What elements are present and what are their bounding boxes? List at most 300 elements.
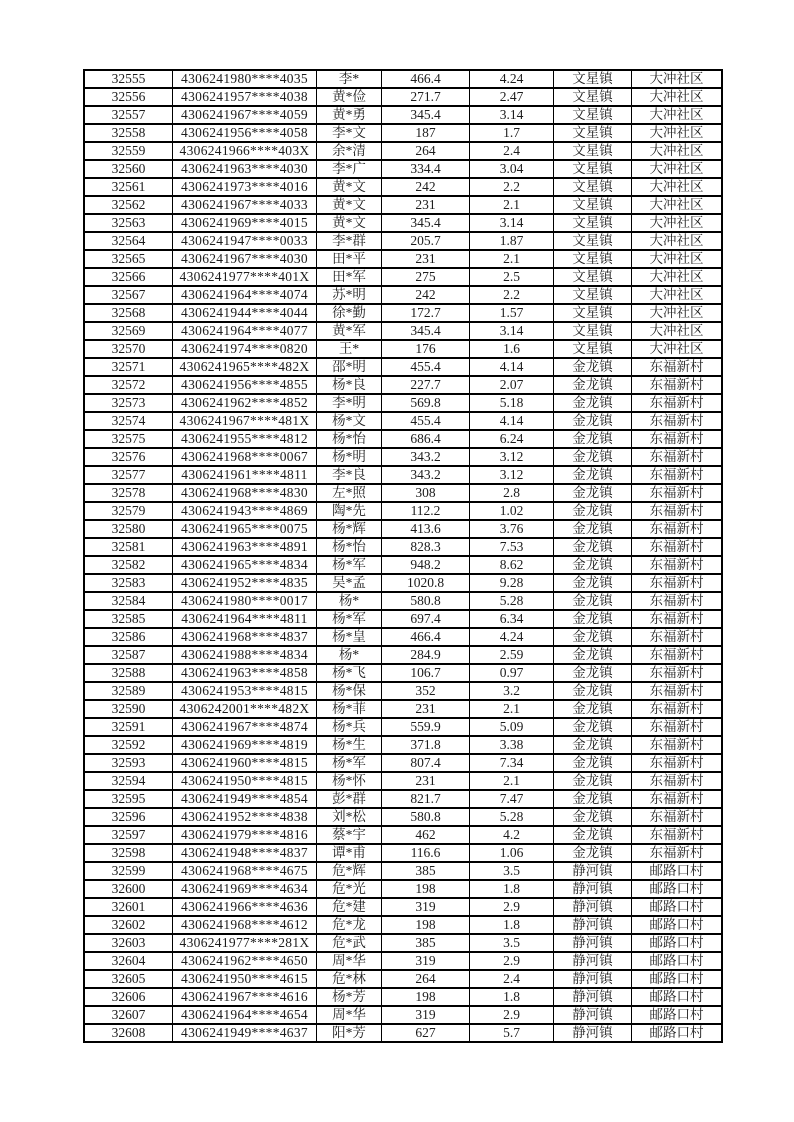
cell-township: 金龙镇: [554, 790, 632, 808]
cell-id_masked: 4306241962****4852: [173, 394, 317, 412]
cell-amount_secondary: 2.9: [470, 898, 554, 916]
table-row: [84, 916, 722, 934]
cell-amount_secondary: 1.8: [470, 880, 554, 898]
cell-amount_primary: 227.7: [382, 376, 470, 394]
cell-id_masked: 4306241956****4058: [173, 124, 317, 142]
cell-serial_no: 32601: [84, 898, 173, 916]
cell-name_masked: 杨*皇: [317, 628, 382, 646]
cell-serial_no: 32585: [84, 610, 173, 628]
cell-township: 金龙镇: [554, 826, 632, 844]
cell-village: 东福新村: [632, 628, 723, 646]
cell-amount_secondary: 1.02: [470, 502, 554, 520]
cell-township: 静河镇: [554, 862, 632, 880]
cell-township: 金龙镇: [554, 520, 632, 538]
cell-township: 静河镇: [554, 934, 632, 952]
cell-id_masked: 4306242001****482X: [173, 700, 317, 718]
cell-id_masked: 4306241950****4615: [173, 970, 317, 988]
cell-township: 文星镇: [554, 124, 632, 142]
cell-id_masked: 4306241964****4654: [173, 1006, 317, 1024]
cell-township: 静河镇: [554, 970, 632, 988]
cell-village: 东福新村: [632, 700, 723, 718]
cell-id_masked: 4306241969****4819: [173, 736, 317, 754]
cell-amount_primary: 112.2: [382, 502, 470, 520]
cell-serial_no: 32559: [84, 142, 173, 160]
table-row: [84, 250, 722, 268]
cell-amount_secondary: 5.7: [470, 1024, 554, 1042]
cell-amount_secondary: 6.24: [470, 430, 554, 448]
cell-id_masked: 4306241964****4077: [173, 322, 317, 340]
cell-township: 金龙镇: [554, 772, 632, 790]
cell-amount_primary: 345.4: [382, 106, 470, 124]
cell-id_masked: 4306241948****4837: [173, 844, 317, 862]
cell-village: 大冲社区: [632, 304, 723, 322]
cell-amount_primary: 106.7: [382, 664, 470, 682]
cell-amount_secondary: 1.06: [470, 844, 554, 862]
cell-village: 东福新村: [632, 646, 723, 664]
cell-amount_secondary: 3.76: [470, 520, 554, 538]
cell-township: 静河镇: [554, 916, 632, 934]
table-row: [84, 682, 722, 700]
cell-id_masked: 4306241967****4874: [173, 718, 317, 736]
cell-name_masked: 谭*甫: [317, 844, 382, 862]
cell-village: 大冲社区: [632, 214, 723, 232]
cell-serial_no: 32574: [84, 412, 173, 430]
cell-amount_primary: 627: [382, 1024, 470, 1042]
cell-name_masked: 黄*军: [317, 322, 382, 340]
cell-id_masked: 4306241973****4016: [173, 178, 317, 196]
cell-amount_secondary: 5.28: [470, 592, 554, 610]
cell-name_masked: 黄*勇: [317, 106, 382, 124]
cell-amount_primary: 172.7: [382, 304, 470, 322]
cell-amount_secondary: 5.18: [470, 394, 554, 412]
cell-id_masked: 4306241968****4837: [173, 628, 317, 646]
table-row: [84, 106, 722, 124]
cell-township: 金龙镇: [554, 502, 632, 520]
cell-serial_no: 32599: [84, 862, 173, 880]
cell-township: 文星镇: [554, 214, 632, 232]
cell-amount_secondary: 2.9: [470, 952, 554, 970]
cell-id_masked: 4306241979****4816: [173, 826, 317, 844]
table-row: [84, 664, 722, 682]
cell-township: 文星镇: [554, 304, 632, 322]
cell-name_masked: 田*军: [317, 268, 382, 286]
cell-serial_no: 32566: [84, 268, 173, 286]
cell-id_masked: 4306241955****4812: [173, 430, 317, 448]
cell-township: 文星镇: [554, 232, 632, 250]
cell-township: 静河镇: [554, 1024, 632, 1042]
cell-amount_primary: 821.7: [382, 790, 470, 808]
cell-name_masked: 左*照: [317, 484, 382, 502]
cell-village: 邮路口村: [632, 862, 723, 880]
cell-serial_no: 32579: [84, 502, 173, 520]
cell-name_masked: 周*华: [317, 952, 382, 970]
cell-township: 文星镇: [554, 88, 632, 106]
table-row: [84, 790, 722, 808]
cell-id_masked: 4306241952****4835: [173, 574, 317, 592]
cell-name_masked: 刘*松: [317, 808, 382, 826]
cell-name_masked: 黄*文: [317, 214, 382, 232]
cell-id_masked: 4306241968****4830: [173, 484, 317, 502]
cell-id_masked: 4306241965****482X: [173, 358, 317, 376]
table-row: [84, 952, 722, 970]
cell-village: 大冲社区: [632, 268, 723, 286]
cell-amount_primary: 308: [382, 484, 470, 502]
cell-id_masked: 4306241977****281X: [173, 934, 317, 952]
cell-id_masked: 4306241943****4869: [173, 502, 317, 520]
cell-amount_secondary: 2.2: [470, 286, 554, 304]
cell-amount_secondary: 3.14: [470, 322, 554, 340]
cell-amount_secondary: 1.6: [470, 340, 554, 358]
cell-serial_no: 32580: [84, 520, 173, 538]
table-row: [84, 430, 722, 448]
cell-id_masked: 4306241967****4616: [173, 988, 317, 1006]
cell-serial_no: 32563: [84, 214, 173, 232]
cell-village: 东福新村: [632, 358, 723, 376]
cell-amount_primary: 319: [382, 1006, 470, 1024]
table-row: [84, 502, 722, 520]
cell-amount_secondary: 2.9: [470, 1006, 554, 1024]
cell-serial_no: 32575: [84, 430, 173, 448]
cell-amount_secondary: 3.5: [470, 862, 554, 880]
table-row: [84, 412, 722, 430]
cell-amount_primary: 176: [382, 340, 470, 358]
cell-village: 东福新村: [632, 448, 723, 466]
cell-village: 东福新村: [632, 844, 723, 862]
cell-id_masked: 4306241963****4891: [173, 538, 317, 556]
cell-serial_no: 32598: [84, 844, 173, 862]
cell-amount_secondary: 4.2: [470, 826, 554, 844]
cell-village: 东福新村: [632, 808, 723, 826]
cell-serial_no: 32573: [84, 394, 173, 412]
cell-name_masked: 李*群: [317, 232, 382, 250]
cell-serial_no: 32569: [84, 322, 173, 340]
cell-id_masked: 4306241947****0033: [173, 232, 317, 250]
cell-village: 大冲社区: [632, 124, 723, 142]
cell-amount_secondary: 4.14: [470, 412, 554, 430]
cell-amount_secondary: 1.87: [470, 232, 554, 250]
cell-amount_primary: 343.2: [382, 466, 470, 484]
cell-township: 文星镇: [554, 160, 632, 178]
cell-township: 金龙镇: [554, 430, 632, 448]
cell-village: 大冲社区: [632, 142, 723, 160]
cell-id_masked: 4306241950****4815: [173, 772, 317, 790]
cell-amount_secondary: 1.8: [470, 988, 554, 1006]
cell-township: 文星镇: [554, 322, 632, 340]
cell-village: 大冲社区: [632, 340, 723, 358]
cell-village: 大冲社区: [632, 250, 723, 268]
cell-amount_secondary: 4.14: [470, 358, 554, 376]
cell-id_masked: 4306241988****4834: [173, 646, 317, 664]
cell-village: 东福新村: [632, 754, 723, 772]
cell-amount_primary: 569.8: [382, 394, 470, 412]
cell-amount_primary: 462: [382, 826, 470, 844]
cell-amount_primary: 466.4: [382, 628, 470, 646]
records-table: [83, 69, 723, 1043]
cell-name_masked: 杨*怡: [317, 430, 382, 448]
cell-amount_secondary: 5.28: [470, 808, 554, 826]
table-row: [84, 124, 722, 142]
cell-village: 东福新村: [632, 610, 723, 628]
cell-serial_no: 32582: [84, 556, 173, 574]
cell-amount_primary: 413.6: [382, 520, 470, 538]
cell-township: 文星镇: [554, 106, 632, 124]
cell-amount_primary: 580.8: [382, 808, 470, 826]
cell-amount_primary: 466.4: [382, 70, 470, 88]
cell-name_masked: 邵*明: [317, 358, 382, 376]
cell-serial_no: 32564: [84, 232, 173, 250]
cell-name_masked: 阳*芳: [317, 1024, 382, 1042]
table-row: [84, 592, 722, 610]
cell-id_masked: 4306241967****4030: [173, 250, 317, 268]
cell-amount_secondary: 8.62: [470, 556, 554, 574]
cell-amount_primary: 187: [382, 124, 470, 142]
cell-serial_no: 32560: [84, 160, 173, 178]
cell-amount_secondary: 2.1: [470, 196, 554, 214]
cell-township: 文星镇: [554, 196, 632, 214]
cell-amount_secondary: 2.59: [470, 646, 554, 664]
cell-township: 文星镇: [554, 340, 632, 358]
table-row: [84, 718, 722, 736]
cell-name_masked: 陶*先: [317, 502, 382, 520]
cell-amount_secondary: 2.8: [470, 484, 554, 502]
cell-id_masked: 4306241956****4855: [173, 376, 317, 394]
cell-id_masked: 4306241944****4044: [173, 304, 317, 322]
cell-serial_no: 32557: [84, 106, 173, 124]
cell-id_masked: 4306241949****4854: [173, 790, 317, 808]
cell-amount_primary: 275: [382, 268, 470, 286]
cell-name_masked: 杨*菲: [317, 700, 382, 718]
cell-serial_no: 32558: [84, 124, 173, 142]
table-row: [84, 322, 722, 340]
table-row: [84, 880, 722, 898]
cell-amount_primary: 271.7: [382, 88, 470, 106]
cell-amount_secondary: 2.1: [470, 250, 554, 268]
table-row: [84, 484, 722, 502]
cell-serial_no: 32595: [84, 790, 173, 808]
cell-township: 静河镇: [554, 898, 632, 916]
cell-amount_secondary: 3.12: [470, 466, 554, 484]
cell-amount_secondary: 7.34: [470, 754, 554, 772]
cell-amount_secondary: 2.2: [470, 178, 554, 196]
cell-id_masked: 4306241963****4858: [173, 664, 317, 682]
cell-amount_primary: 231: [382, 196, 470, 214]
cell-serial_no: 32597: [84, 826, 173, 844]
cell-serial_no: 32602: [84, 916, 173, 934]
cell-amount_primary: 1020.8: [382, 574, 470, 592]
cell-name_masked: 危*光: [317, 880, 382, 898]
table-row: [84, 700, 722, 718]
cell-serial_no: 32584: [84, 592, 173, 610]
cell-name_masked: 杨*: [317, 646, 382, 664]
cell-id_masked: 4306241962****4650: [173, 952, 317, 970]
cell-village: 邮路口村: [632, 916, 723, 934]
cell-name_masked: 田*平: [317, 250, 382, 268]
cell-name_masked: 杨*良: [317, 376, 382, 394]
cell-amount_primary: 116.6: [382, 844, 470, 862]
cell-village: 东福新村: [632, 772, 723, 790]
cell-amount_secondary: 2.5: [470, 268, 554, 286]
table-row: [84, 88, 722, 106]
cell-name_masked: 周*华: [317, 1006, 382, 1024]
table-row: [84, 304, 722, 322]
cell-township: 金龙镇: [554, 682, 632, 700]
cell-amount_primary: 264: [382, 970, 470, 988]
cell-id_masked: 4306241967****4033: [173, 196, 317, 214]
table-row: [84, 826, 722, 844]
cell-village: 邮路口村: [632, 880, 723, 898]
cell-name_masked: 蔡*宇: [317, 826, 382, 844]
cell-id_masked: 4306241949****4637: [173, 1024, 317, 1042]
cell-township: 金龙镇: [554, 646, 632, 664]
cell-serial_no: 32556: [84, 88, 173, 106]
cell-amount_primary: 345.4: [382, 214, 470, 232]
cell-amount_secondary: 9.28: [470, 574, 554, 592]
cell-township: 静河镇: [554, 1006, 632, 1024]
cell-amount_secondary: 5.09: [470, 718, 554, 736]
cell-id_masked: 4306241969****4634: [173, 880, 317, 898]
cell-township: 文星镇: [554, 286, 632, 304]
table-row: [84, 142, 722, 160]
cell-village: 大冲社区: [632, 70, 723, 88]
cell-serial_no: 32571: [84, 358, 173, 376]
cell-amount_secondary: 4.24: [470, 628, 554, 646]
cell-id_masked: 4306241965****0075: [173, 520, 317, 538]
cell-id_masked: 4306241965****4834: [173, 556, 317, 574]
cell-township: 金龙镇: [554, 358, 632, 376]
cell-village: 东福新村: [632, 826, 723, 844]
cell-village: 邮路口村: [632, 1024, 723, 1042]
cell-name_masked: 杨*军: [317, 556, 382, 574]
cell-name_masked: 黄*文: [317, 178, 382, 196]
table-row: [84, 574, 722, 592]
cell-township: 金龙镇: [554, 610, 632, 628]
cell-village: 东福新村: [632, 520, 723, 538]
cell-serial_no: 32578: [84, 484, 173, 502]
cell-township: 金龙镇: [554, 376, 632, 394]
cell-serial_no: 32590: [84, 700, 173, 718]
cell-id_masked: 4306241967****481X: [173, 412, 317, 430]
cell-township: 文星镇: [554, 250, 632, 268]
cell-amount_primary: 948.2: [382, 556, 470, 574]
cell-amount_primary: 559.9: [382, 718, 470, 736]
table-row: [84, 376, 722, 394]
table-row: [84, 286, 722, 304]
cell-amount_primary: 231: [382, 250, 470, 268]
cell-amount_secondary: 3.2: [470, 682, 554, 700]
cell-name_masked: 杨*: [317, 592, 382, 610]
cell-amount_primary: 371.8: [382, 736, 470, 754]
table-row: [84, 196, 722, 214]
cell-name_masked: 危*建: [317, 898, 382, 916]
cell-name_masked: 黄*文: [317, 196, 382, 214]
cell-amount_secondary: 7.47: [470, 790, 554, 808]
cell-township: 金龙镇: [554, 808, 632, 826]
cell-name_masked: 杨*飞: [317, 664, 382, 682]
cell-serial_no: 32555: [84, 70, 173, 88]
cell-amount_primary: 352: [382, 682, 470, 700]
table-row: [84, 268, 722, 286]
cell-amount_secondary: 2.47: [470, 88, 554, 106]
cell-village: 东福新村: [632, 556, 723, 574]
cell-village: 大冲社区: [632, 232, 723, 250]
cell-id_masked: 4306241957****4038: [173, 88, 317, 106]
cell-serial_no: 32589: [84, 682, 173, 700]
cell-amount_primary: 231: [382, 700, 470, 718]
cell-village: 东福新村: [632, 538, 723, 556]
table-row: [84, 214, 722, 232]
cell-amount_primary: 686.4: [382, 430, 470, 448]
cell-amount_primary: 242: [382, 178, 470, 196]
cell-township: 金龙镇: [554, 574, 632, 592]
cell-village: 大冲社区: [632, 160, 723, 178]
cell-id_masked: 4306241969****4015: [173, 214, 317, 232]
cell-township: 文星镇: [554, 178, 632, 196]
cell-village: 大冲社区: [632, 88, 723, 106]
cell-amount_secondary: 3.14: [470, 106, 554, 124]
cell-serial_no: 32606: [84, 988, 173, 1006]
cell-village: 东福新村: [632, 394, 723, 412]
cell-id_masked: 4306241960****4815: [173, 754, 317, 772]
cell-serial_no: 32567: [84, 286, 173, 304]
cell-township: 静河镇: [554, 952, 632, 970]
cell-name_masked: 李*: [317, 70, 382, 88]
cell-serial_no: 32600: [84, 880, 173, 898]
cell-village: 东福新村: [632, 790, 723, 808]
cell-serial_no: 32593: [84, 754, 173, 772]
cell-township: 金龙镇: [554, 628, 632, 646]
cell-township: 金龙镇: [554, 538, 632, 556]
cell-amount_secondary: 3.5: [470, 934, 554, 952]
cell-village: 邮路口村: [632, 1006, 723, 1024]
cell-name_masked: 余*清: [317, 142, 382, 160]
cell-township: 金龙镇: [554, 700, 632, 718]
cell-amount_secondary: 2.1: [470, 700, 554, 718]
cell-amount_secondary: 3.14: [470, 214, 554, 232]
table-row: [84, 862, 722, 880]
cell-serial_no: 32572: [84, 376, 173, 394]
cell-amount_primary: 319: [382, 898, 470, 916]
cell-amount_primary: 264: [382, 142, 470, 160]
cell-name_masked: 李*文: [317, 124, 382, 142]
cell-name_masked: 苏*明: [317, 286, 382, 304]
table-row: [84, 178, 722, 196]
cell-name_masked: 杨*军: [317, 610, 382, 628]
table-row: [84, 628, 722, 646]
cell-id_masked: 4306241963****4030: [173, 160, 317, 178]
cell-serial_no: 32576: [84, 448, 173, 466]
cell-amount_primary: 345.4: [382, 322, 470, 340]
table-row: [84, 970, 722, 988]
cell-name_masked: 徐*勤: [317, 304, 382, 322]
cell-amount_primary: 385: [382, 862, 470, 880]
table-row: [84, 448, 722, 466]
cell-township: 金龙镇: [554, 754, 632, 772]
cell-amount_primary: 455.4: [382, 412, 470, 430]
cell-serial_no: 32581: [84, 538, 173, 556]
cell-id_masked: 4306241974****0820: [173, 340, 317, 358]
cell-village: 东福新村: [632, 430, 723, 448]
cell-village: 东福新村: [632, 484, 723, 502]
table-row: [84, 988, 722, 1006]
cell-village: 东福新村: [632, 376, 723, 394]
table-row: [84, 772, 722, 790]
cell-township: 文星镇: [554, 142, 632, 160]
cell-id_masked: 4306241953****4815: [173, 682, 317, 700]
cell-serial_no: 32588: [84, 664, 173, 682]
cell-village: 邮路口村: [632, 898, 723, 916]
cell-amount_primary: 242: [382, 286, 470, 304]
cell-serial_no: 32591: [84, 718, 173, 736]
